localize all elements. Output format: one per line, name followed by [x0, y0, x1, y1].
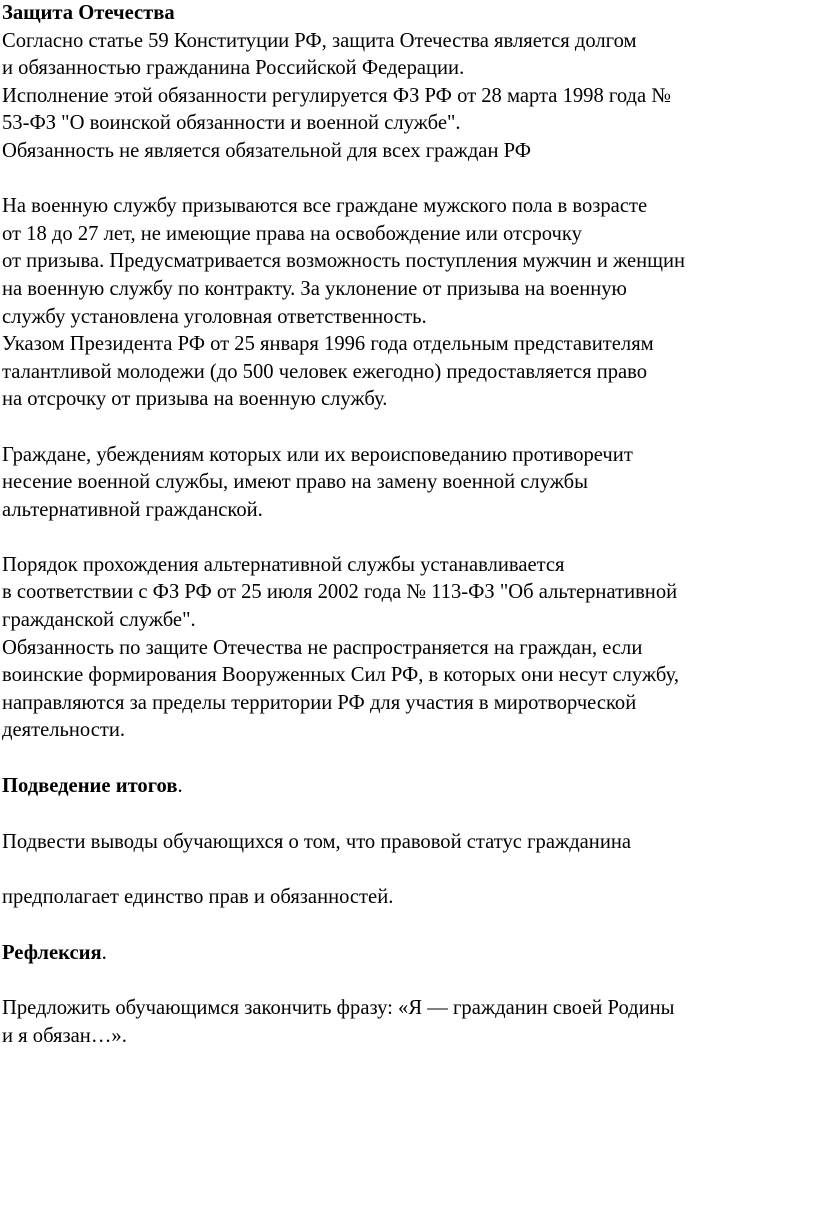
text-line: на военную службу по контракту. За уклонение от призыва на военную — [2, 277, 627, 300]
text-line: Граждане, убеждениям которых или их вероисповеданию противоречит — [2, 443, 633, 466]
text-line: гражданской службе". — [2, 609, 196, 632]
text-line: и обязанностью гражданина Российской Федерации. — [2, 57, 465, 80]
reflection-text-2: и я обязан…». — [2, 1025, 127, 1047]
text-line: деятельности. — [2, 719, 126, 742]
text-line: Порядок прохождения альтернативной службы устанавливается — [2, 553, 565, 576]
text-line: воинские формирования Вооруженных Сил РФ, в которых они несут службу, — [2, 664, 679, 687]
text-line: На военную службу призываются все граждане мужского пола в возрасте — [2, 195, 648, 218]
summary-heading-punct: . — [177, 775, 183, 798]
text-line: 53-ФЗ "О воинской обязанности и военной службе". — [2, 112, 461, 135]
paragraph-gap — [2, 856, 816, 884]
text-line: от 18 до 27 лет, не имеющие права на освобождение или отсрочку — [2, 222, 582, 245]
text-line: Согласно статье 59 Конституции РФ, защита Отечества является долгом — [2, 29, 637, 52]
text-line: Обязанность не является обязательной для всех граждан РФ — [2, 139, 531, 162]
paragraph-gap — [2, 414, 816, 442]
paragraph-constitution — [2, 28, 816, 166]
paragraph-conscription — [2, 193, 816, 414]
paragraph-alternative-service — [2, 552, 816, 745]
summary-heading: Подведение итогов — [2, 775, 178, 798]
text-line: альтернативной гражданской. — [2, 498, 263, 521]
paragraph-gap — [2, 912, 816, 940]
summary-text-1: Подвести выводы обучающихся о том, что правовой статус гражданина — [2, 830, 632, 853]
paragraph-gap — [2, 166, 816, 194]
paragraph-alternative-right — [2, 442, 816, 525]
reflection-heading-line — [2, 940, 816, 968]
text-line: службу установлена уголовная ответственность. — [2, 305, 427, 328]
text-line: Указом Президента РФ от 25 января 1996 года отдельным представителям — [2, 333, 654, 356]
text-line: в соответствии с ФЗ РФ от 25 июля 2002 года № 113-ФЗ "Об альтернативной — [2, 581, 678, 604]
text-line: несение военной службы, имеют право на замену военной службы — [2, 471, 588, 494]
paragraph-gap — [2, 967, 816, 995]
text-line: направляются за пределы территории РФ для участия в миротворческой — [2, 691, 637, 714]
text-line: Обязанность по защите Отечества не распространяется на граждан, если — [2, 636, 643, 659]
paragraph-gap — [2, 745, 816, 773]
summary-heading-line — [2, 773, 816, 801]
paragraph-gap — [2, 524, 816, 552]
reflection-heading-punct: . — [101, 941, 107, 964]
reflection-heading: Рефлексия — [2, 941, 102, 964]
section-title: Защита Отечества — [2, 2, 175, 24]
text-line: от призыва. Предусматривается возможность поступления мужчин и женщин — [2, 250, 686, 273]
text-line: талантливой молодежи (до 500 человек ежегодно) предоставляется право — [2, 360, 648, 383]
paragraph-gap — [2, 801, 816, 829]
text-line: Исполнение этой обязанности регулируется ФЗ РФ от 28 марта 1998 года № — [2, 84, 671, 107]
reflection-text-1: Предложить обучающимся закончить фразу: «Я — гражданин своей Родины — [2, 997, 675, 1020]
summary-text-2: предполагает единство прав и обязанностей. — [2, 886, 394, 909]
text-line: на отсрочку от призыва на военную службу. — [2, 388, 388, 411]
